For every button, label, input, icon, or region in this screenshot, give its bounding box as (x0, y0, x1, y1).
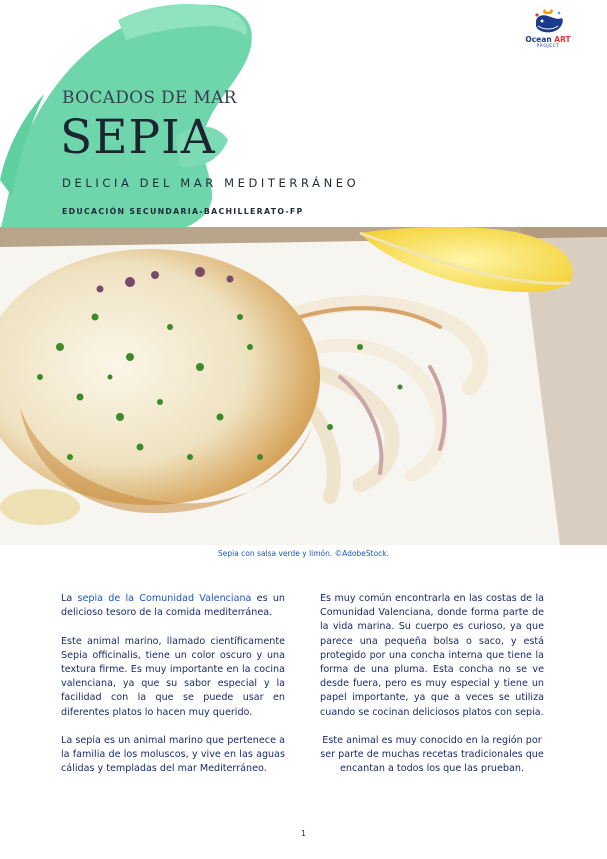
brand-name: Ocean ART (525, 35, 571, 44)
education-levels: EDUCACIÓN SECUNDARIA-BACHILLERATO-FP (62, 207, 304, 216)
paragraph: La sepia de la Comunidad Valenciana es un delicioso tesoro de la comida mediterránea. (61, 593, 285, 619)
whale-logo-icon (528, 6, 568, 36)
grilled-cuttlefish-photo (0, 227, 607, 545)
body-column-left (61, 592, 285, 791)
highlight-term: sepia de la Comunidad Valenciana (77, 593, 252, 604)
paragraph: Este animal es muy conocido en la región por ser parte de muchas recetas tradicionales que encantan a todos los que las prueban. (320, 735, 544, 775)
paragraph: Es muy común encontrarla en las costas de la Comunidad Valenciana, donde forma parte de la vida marina. Su cuerpo es curioso, ya que parece una pequeña bolsa o saco, y está protegido por una concha interna que tiene la forma de una pluma. Esta concha no se ve desde fuera, pero es muy especial y tiene un papel importante, ya que a veces se utiliza cuando se cocinan deliciosos platos con sepia. (320, 593, 544, 718)
paragraph: La sepia es un animal marino que pertenece a la familia de los moluscos, y vive en las aguas cálidas y templadas del mar Mediterráneo. (61, 735, 285, 775)
body-column-right (320, 592, 544, 791)
page-title: SEPIA (60, 110, 216, 165)
ocean-art-project-logo (518, 6, 578, 56)
brand-subline: PROJECT (536, 44, 560, 49)
paragraph: Este animal marino, llamado científicamente Sepia officinalis, tiene un color oscuro y una textura firme. Es muy importante en la cocina valenciana, ya que su sabor especial y la facilidad con la que se puede usar en diferentes platos lo hacen muy querido. (61, 635, 285, 718)
section-kicker: BOCADOS DE MAR (62, 88, 237, 108)
photo-caption: Sepia con salsa verde y limón. ©AdobeStock. (217, 549, 390, 558)
page-subtitle: DELICIA DEL MAR MEDITERRÁNEO (62, 176, 360, 190)
page-number: 1 (300, 829, 307, 838)
